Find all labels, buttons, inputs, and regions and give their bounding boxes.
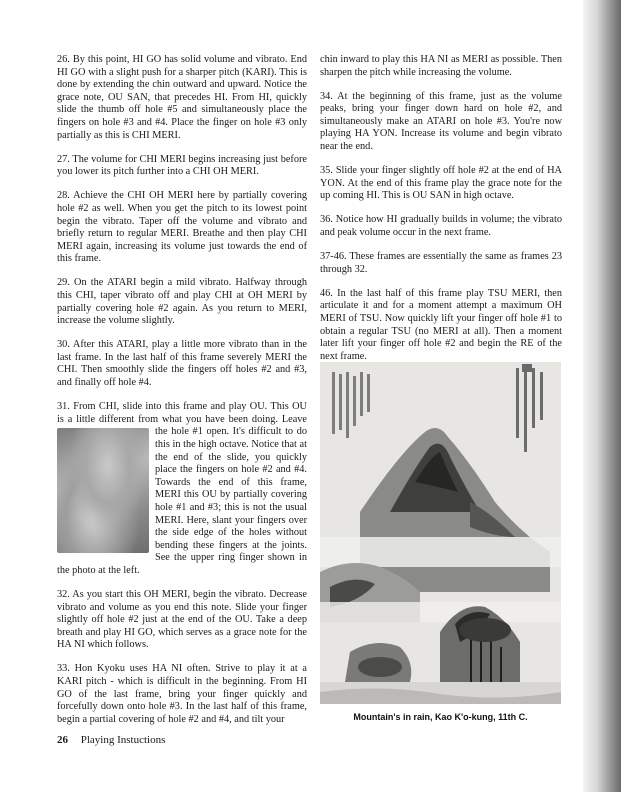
paragraph-31-block (57, 401, 307, 577)
left-column (57, 54, 307, 738)
paragraph-36: 36. Notice how HI gradually builds in volume; the vibrato and peak volume occur in the next frame. (320, 214, 562, 239)
paragraph-30: 30. After this ATARI, play a little more vibrato than in the last frame. In the last half of this frame severely MERI the CHI. Then smoothly slide the fingers off holes #2 and #3, and finally off hole #4. (57, 339, 307, 389)
page-number: 26 (57, 734, 68, 746)
paragraph-28: 28. Achieve the CHI OH MERI here by partially covering hole #2 as well. When you get the pitch to its lowest point begin the vibrato. Taper off the volume and vibrato and briefly return to regular MERI. Breathe and then play CHI MERI again, increasing its volume just towards the end of this frame. (57, 190, 307, 265)
paragraph-31-rest: Leave the hole #1 open. It's difficult to do this in the high octave. Notice that at the end of the slide, you quickly place the fingers on hole #2 and #4. Towards the end of this frame, MERI this OU by partially covering hole #1 and #3; this is not the usual MERI. Here, slant your fingers over the side edge of the holes without bending these fingers at the joints. See the upper ring finger shown in the photo at the left. (57, 413, 307, 576)
paragraph-37-46: 37-46. These frames are essentially the same as frames 23 through 32. (320, 251, 562, 275)
fingering-hand-photo (57, 428, 149, 553)
paragraph-34: 34. At the beginning of this frame, just as the volume peaks, bring your finger down hard on hole #2, and simultaneously make an ATARI on hole #3. You're now playing HA YON. Increase its volume and begin vibrato near the end. (320, 90, 562, 153)
paragraph-33: 33. Hon Kyoku uses HA NI often. Strive to play it at a KARI pitch - which is difficult in the beginning. From HI GO of the last frame, bring your finger quickly and forcefully down onto hole #3. In the last half of this frame, begin a partial covering of hole #2 and #4, and tilt your (57, 663, 307, 725)
page-edge-shadow (583, 0, 621, 792)
paragraph-26: 26. By this point, HI GO has solid volume and vibrato. End HI GO with a slight push for a sharper pitch (KARI). This is done by extending the chin outward and upward. Notice the grace note, OU SAN, that precedes HI. From HI, quickly slide the thumb off hole #5 and simultaneously place the fingers on hole #3 and #4. Place the finger on hole #3 only partially as this is CHI MERI. (57, 54, 307, 141)
painting-caption: Mountain's in rain, Kao K'o-kung, 11th C. (353, 712, 528, 722)
paragraph-31: 31. From CHI, slide into this frame and play OU. This OU is a little different from what you have been doing. (57, 401, 307, 425)
paragraph-29: 29. On the ATARI begin a mild vibrato. Halfway through this CHI, taper vibrato off and play CHI at OH MERI by partially covering hole #2 again. As you return to MERI, increase the volume slightly. (57, 277, 307, 327)
mountain-painting-image (320, 362, 561, 704)
paragraph-35: 35. Slide your finger slightly off hole #2 at the end of HA YON. At the end of this frame play the grace note for the up coming HI. This is OU SAN in high octave. (320, 165, 562, 202)
page-footer (57, 734, 165, 746)
section-title: Playing Instuctions (80, 734, 166, 746)
paragraph-46: 46. In the last half of this frame play TSU MERI, then articulate it and for a moment attempt a maximum OH MERI of TSU. Now quickly lift your finger off hole #1 to obtain a regular TSU (no MERI at all). Then a moment later lift your finger off hole #2 and begin the RE of the next frame. (320, 287, 562, 362)
paragraph-27: 27. The volume for CHI MERI begins increasing just before you lower its pitch further into a CHI OH MERI. (57, 153, 307, 178)
right-column (320, 54, 562, 375)
paragraph-32: 32. As you start this OH MERI, begin the vibrato. Decrease vibrato and volume as you end this note. Slide your finger slightly off hole #2 just at the end of the OU. Take a deep breath and play HI GO, which serves as a grace note for the HA NI which follows. (57, 588, 307, 651)
paragraph-33-cont: chin inward to play this HA NI as MERI as possible. Then sharpen the pitch while increasing the volume. (320, 54, 562, 78)
